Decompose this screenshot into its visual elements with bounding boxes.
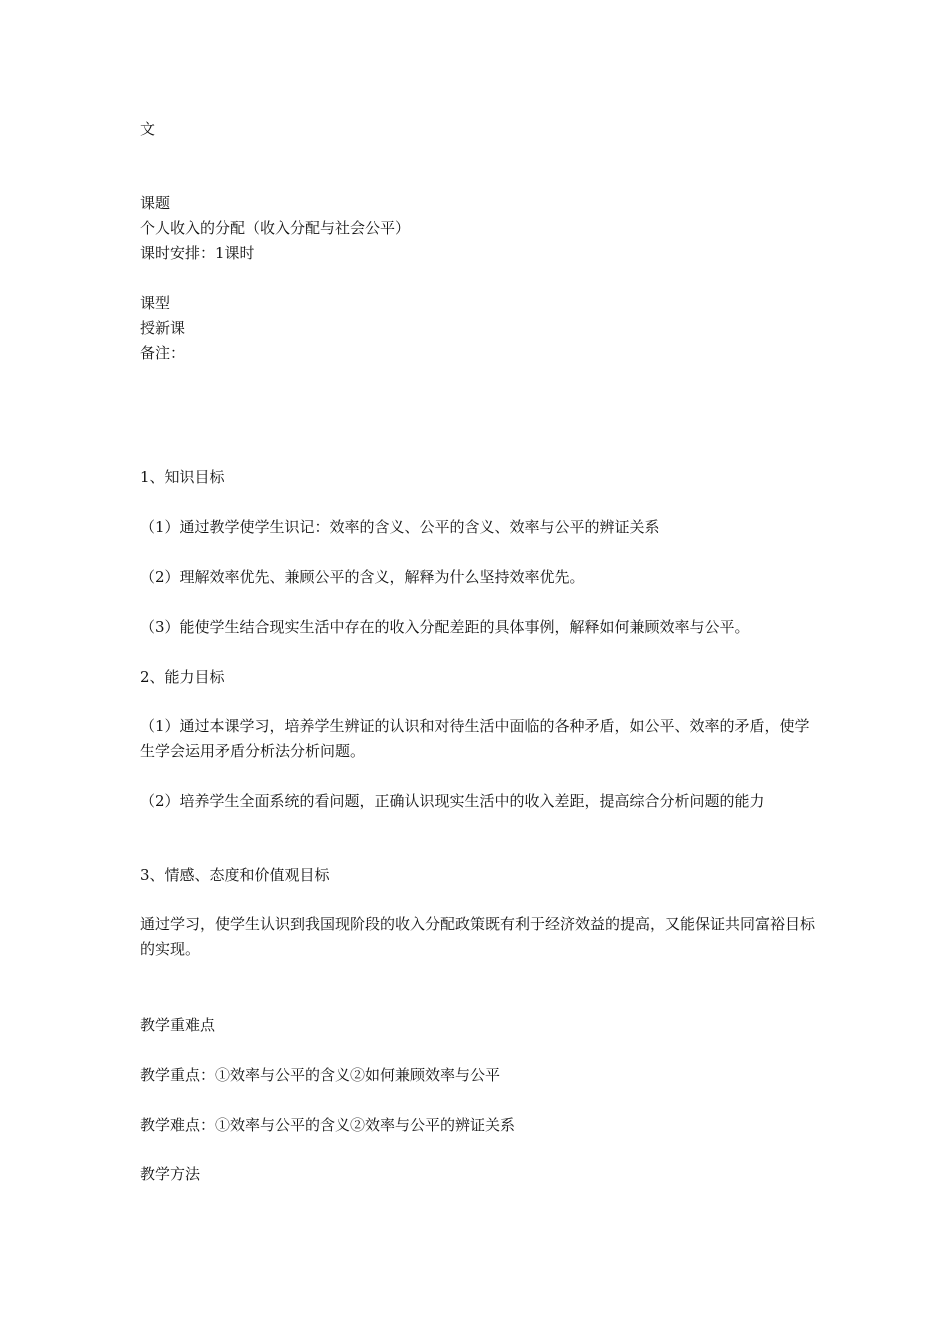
values-goal-title: 3、情感、态度和价值观目标 [140, 866, 330, 884]
ability-goal-item-2: （2）培养学生全面系统的看问题，正确认识现实生活中的收入差距，提高综合分析问题的能力 [140, 792, 765, 810]
type-label: 课型 [140, 294, 171, 312]
ability-goal-item-1: （1）通过本课学习，培养学生辨证的认识和对待生活中面临的各种矛盾，如公平、效率的矛盾，使学生学会运用矛盾分析法分析问题。 [140, 717, 810, 760]
type-text: 授新课 [140, 319, 186, 337]
ability-goal-title: 2、能力目标 [140, 668, 225, 686]
knowledge-goal-item-1: （1）通过教学使学生识记：效率的含义、公平的含义、效率与公平的辨证关系 [140, 518, 660, 536]
knowledge-goal-item-2: （2）理解效率优先、兼顾公平的含义，解释为什么坚持效率优先。 [140, 568, 585, 586]
teaching-difficulty: 教学难点：①效率与公平的含义②效率与公平的辨证关系 [140, 1116, 516, 1134]
knowledge-goal-title: 1、知识目标 [140, 468, 225, 486]
values-goal-text: 通过学习，使学生认识到我国现阶段的收入分配政策既有利于经济效益的提高，又能保证共同富裕目标的实现。 [140, 915, 816, 958]
teaching-methods-title: 教学方法 [140, 1165, 201, 1183]
key-points-title: 教学重难点 [140, 1016, 216, 1034]
schedule-text: 课时安排：1课时 [140, 244, 255, 262]
topic-text: 个人收入的分配（收入分配与社会公平） [140, 219, 411, 237]
teaching-focus: 教学重点：①效率与公平的含义②如何兼顾效率与公平 [140, 1066, 501, 1084]
knowledge-goal-item-3: （3）能使学生结合现实生活中存在的收入分配差距的具体事例，解释如何兼顾效率与公平。 [140, 618, 750, 636]
topic-label: 课题 [140, 194, 171, 212]
notes-label: 备注： [140, 344, 186, 362]
subject-label: 文 [140, 120, 156, 138]
